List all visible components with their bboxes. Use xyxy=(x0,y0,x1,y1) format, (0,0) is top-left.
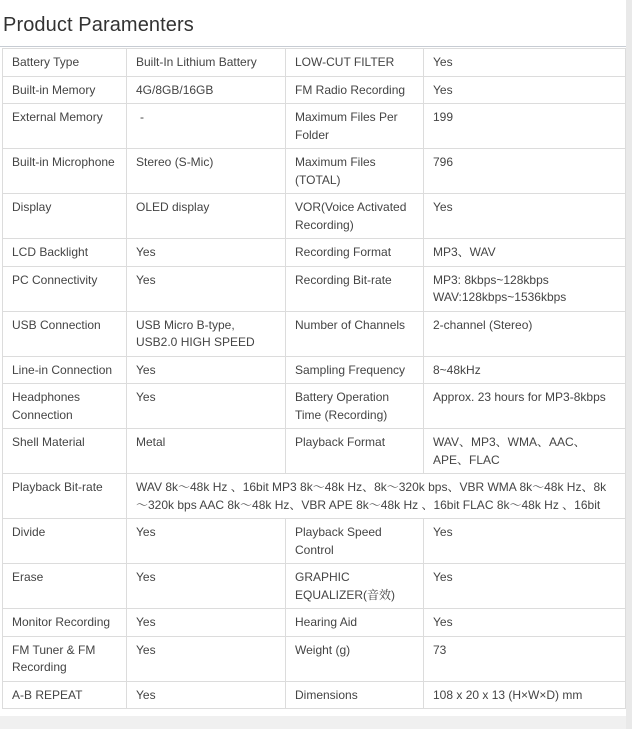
spec-label: Sampling Frequency xyxy=(286,356,424,384)
spec-label: A-B REPEAT xyxy=(3,681,127,709)
spec-value: Yes xyxy=(127,564,286,609)
table-row xyxy=(3,474,626,519)
spec-label: Recording Bit-rate xyxy=(286,266,424,311)
spec-value: Yes xyxy=(127,681,286,709)
spec-label: Weight (g) xyxy=(286,636,424,681)
spec-label: FM Tuner & FM Recording xyxy=(3,636,127,681)
spec-label: GRAPHIC EQUALIZER(音效) xyxy=(286,564,424,609)
spec-value: WAV、MP3、WMA、AAC、APE、FLAC xyxy=(424,429,626,474)
spec-value: 8~48kHz xyxy=(424,356,626,384)
spec-label: VOR(Voice Activated Recording) xyxy=(286,194,424,239)
spec-label: Built-in Microphone xyxy=(3,149,127,194)
spec-label: Line-in Connection xyxy=(3,356,127,384)
table-row xyxy=(3,311,626,356)
spec-value: Yes xyxy=(127,636,286,681)
table-row xyxy=(3,239,626,267)
spec-value: Yes xyxy=(424,564,626,609)
spec-label: LOW-CUT FILTER xyxy=(286,49,424,77)
table-row xyxy=(3,681,626,709)
spec-label: Maximum Files Per Folder xyxy=(286,104,424,149)
spec-value: Yes xyxy=(424,76,626,104)
spec-value: Yes xyxy=(127,384,286,429)
spec-value: Yes xyxy=(127,519,286,564)
spec-label: Playback Bit-rate xyxy=(3,474,127,519)
table-row xyxy=(3,149,626,194)
spec-value: MP3: 8kbps~128kbps WAV:128kbps~1536kbps xyxy=(424,266,626,311)
spec-value: 4G/8GB/16GB xyxy=(127,76,286,104)
spec-value: Yes xyxy=(127,356,286,384)
spec-value: 199 xyxy=(424,104,626,149)
page-footer-strip xyxy=(0,716,626,729)
spec-value-wide: WAV 8k～48k Hz 、16bit MP3 8k～48k Hz、8k～320k bps、VBR WMA 8k～48k Hz、8k～320k bps AAC 8k～48k Hz、VBR APE 8k～48k Hz 、16bit FLAC 8k～48k Hz 、16bit xyxy=(127,474,626,519)
table-row xyxy=(3,609,626,637)
spec-label: Shell Material xyxy=(3,429,127,474)
table-row xyxy=(3,384,626,429)
spec-value: Yes xyxy=(424,519,626,564)
table-row xyxy=(3,356,626,384)
title-divider xyxy=(0,46,626,47)
spec-label: Monitor Recording xyxy=(3,609,127,637)
spec-value: USB Micro B-type, USB2.0 HIGH SPEED xyxy=(127,311,286,356)
spec-value: Approx. 23 hours for MP3-8kbps xyxy=(424,384,626,429)
spec-value: Metal xyxy=(127,429,286,474)
spec-label: Divide xyxy=(3,519,127,564)
spec-label: Headphones Connection xyxy=(3,384,127,429)
table-row xyxy=(3,636,626,681)
spec-value: Built-In Lithium Battery xyxy=(127,49,286,77)
spec-value: 796 xyxy=(424,149,626,194)
table-row xyxy=(3,266,626,311)
table-row xyxy=(3,519,626,564)
spec-value: Yes xyxy=(424,194,626,239)
spec-label: Dimensions xyxy=(286,681,424,709)
table-row xyxy=(3,194,626,239)
table-row xyxy=(3,429,626,474)
spec-label: Battery Operation Time (Recording) xyxy=(286,384,424,429)
spec-value: 73 xyxy=(424,636,626,681)
spec-value: OLED display xyxy=(127,194,286,239)
spec-value: Yes xyxy=(127,239,286,267)
spec-label: Built-in Memory xyxy=(3,76,127,104)
spec-table xyxy=(2,48,626,709)
spec-label: External Memory xyxy=(3,104,127,149)
spec-value: Stereo (S-Mic) xyxy=(127,149,286,194)
spec-label: Playback Speed Control xyxy=(286,519,424,564)
spec-value: MP3、WAV xyxy=(424,239,626,267)
spec-value: 2-channel (Stereo) xyxy=(424,311,626,356)
spec-label: Display xyxy=(3,194,127,239)
table-row xyxy=(3,49,626,77)
spec-label: PC Connectivity xyxy=(3,266,127,311)
table-row xyxy=(3,76,626,104)
table-row xyxy=(3,564,626,609)
spec-value: Yes xyxy=(127,609,286,637)
spec-label: Maximum Files (TOTAL) xyxy=(286,149,424,194)
spec-label: LCD Backlight xyxy=(3,239,127,267)
table-row xyxy=(3,104,626,149)
spec-value: Yes xyxy=(424,609,626,637)
spec-label: Hearing Aid xyxy=(286,609,424,637)
spec-label: USB Connection xyxy=(3,311,127,356)
spec-label: FM Radio Recording xyxy=(286,76,424,104)
spec-label: Erase xyxy=(3,564,127,609)
spec-value: 108 x 20 x 13 (H×W×D) mm xyxy=(424,681,626,709)
spec-label: Playback Format xyxy=(286,429,424,474)
spec-label: Battery Type xyxy=(3,49,127,77)
spec-label: Number of Channels xyxy=(286,311,424,356)
spec-value: Yes xyxy=(424,49,626,77)
spec-value: - xyxy=(127,104,286,149)
page-title: Product Paramenters xyxy=(3,14,194,36)
spec-value: Yes xyxy=(127,266,286,311)
spec-label: Recording Format xyxy=(286,239,424,267)
